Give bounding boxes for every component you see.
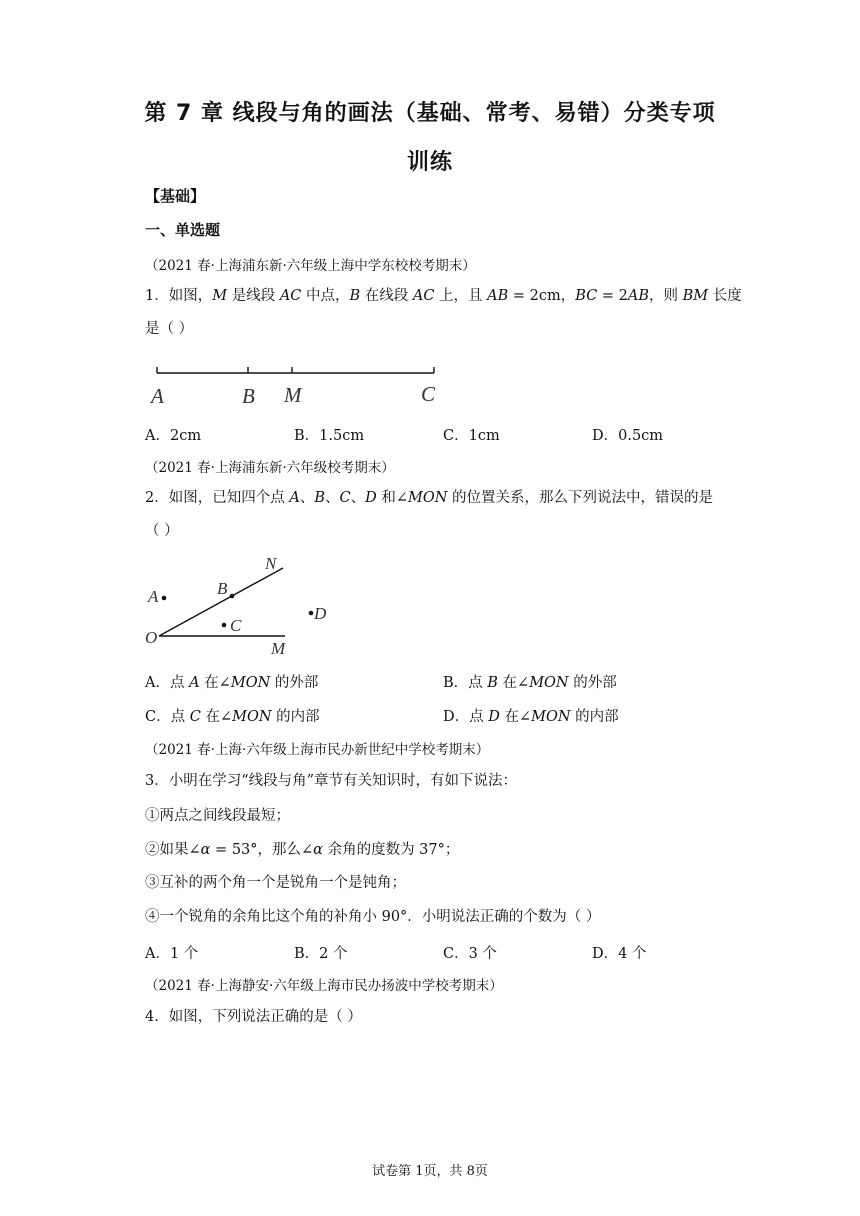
q3-source: （2021 春·上海·六年级上海市民办新世纪中学校考期末） [145,742,490,758]
part-heading-single-choice: 一、单选题 [145,221,221,239]
q2-option-b [443,671,617,692]
q3-statement-2 [145,836,459,864]
page-title-line-2: 训练 [406,150,453,175]
q1-stem-text: = 2 [597,288,628,304]
q1-stem-text: ，则 [649,288,683,304]
q1-var-bm: BM [682,288,709,304]
option-point: B [487,675,498,691]
option-angle: MON [529,675,569,691]
label-n: N [265,554,277,573]
q1-stem-text: 1．如图， [145,288,213,304]
section-heading-basic: 【基础】 [145,187,206,205]
q2-stem-text: 、 [324,490,340,506]
option-text: 的外部 [568,675,617,691]
q3-stem: 3．小明在学习“线段与角”章节有关知识时，有如下说法： [145,773,518,789]
q2-stem-text: 、 [299,490,315,506]
q2-stem [145,484,713,512]
option-text: D．点 [443,709,489,725]
q1-stem-text: 在线段 [360,288,413,304]
point-d [309,611,314,616]
q1-source: （2021 春·上海浦东新·六年级上海中学东校校考期末） [145,258,476,274]
q1-var-m: M [212,288,228,304]
statement-text: ②如果∠ [145,842,201,858]
var-alpha: α [200,842,211,858]
label-c: C [230,616,242,635]
option-text: 的内部 [570,709,619,725]
label-d: D [314,604,327,623]
option-angle: MON [230,675,271,691]
q1-stem-text: 上，且 [434,288,488,304]
q3-option-b: B．2 个 [294,946,348,962]
q1-stem-text: 中点， [301,288,350,304]
option-text: 在∠ [497,675,530,691]
option-text: 在∠ [499,709,532,725]
q2-angle-figure [145,552,345,660]
q2-stem-text: 、 [350,490,366,506]
q2-var-c: C [339,490,351,506]
option-text: 的外部 [270,675,319,691]
q4-source: （2021 春·上海静安·六年级上海市民办扬波中学校考期末） [145,978,503,994]
q1-var-ab: AB [627,288,650,304]
q1-stem-text: 是线段 [227,288,280,304]
q2-source: （2021 春·上海浦东新·六年级校考期末） [145,460,395,476]
q1-stem-text: 长度 [708,288,742,304]
q1-stem [145,282,742,310]
q1-option-d: D．0.5cm [592,428,664,444]
q1-stem-continued: 是（ ） [145,321,194,337]
var-alpha: α [313,842,323,858]
label-a: A [148,587,159,606]
q1-stem-text: = 2cm， [508,288,576,304]
q1-option-a: A．2cm [145,428,202,444]
option-point: A [189,675,200,691]
statement-text: = 53°，那么∠ [210,842,314,858]
q2-option-c [145,705,320,726]
option-point: C [189,709,201,725]
label-m: M [284,383,302,407]
option-angle: MON [232,709,272,725]
point-b [230,594,235,599]
q3-statement-4: ④一个锐角的余角比这个角的补角小 90°．小明说法正确的个数为（ ） [145,909,601,925]
option-angle: MON [531,709,571,725]
q1-option-c: C．1cm [443,428,500,444]
q3-option-a: A．1 个 [145,946,199,962]
page-title-line-1: 第 7 章 线段与角的画法（基础、常考、易错）分类专项 [144,101,716,126]
q3-option-d: D．4 个 [592,946,647,962]
option-text: C．点 [145,709,190,725]
q2-stem-continued: （ ） [145,523,179,539]
option-text: 的内部 [271,709,320,725]
q2-var-a: A [289,490,300,506]
q3-statement-3: ③互补的两个角一个是锐角一个是钝角； [145,875,406,891]
q2-var-mon: MON [408,490,448,506]
q2-option-a [145,671,318,692]
point-a [162,596,167,601]
option-point: D [488,709,500,725]
point-c [222,623,227,628]
label-o: O [145,628,158,647]
q3-option-c: C．3 个 [443,946,497,962]
q1-var-ac: AC [279,288,302,304]
q1-var-bc: BC [575,288,598,304]
q1-option-b: B．1.5cm [294,428,365,444]
q2-option-d [443,705,619,726]
label-b: B [242,384,255,408]
q2-stem-text: 的位置关系，那么下列说法中，错误的是 [447,490,714,506]
q2-var-b: B [314,490,325,506]
q1-segment-figure [145,360,455,410]
label-a: A [151,384,164,408]
statement-text: 余角的度数为 37°； [322,842,460,858]
q1-var-b: B [349,288,361,304]
label-c: C [421,382,436,406]
q2-stem-text: 和∠ [376,490,408,506]
label-m: M [271,639,286,658]
option-text: A．点 [145,675,190,691]
q1-var-ab: AB [487,288,509,304]
option-text: B．点 [443,675,488,691]
label-b: B [217,579,228,598]
q2-stem-text: 2．如图，已知四个点 [145,490,290,506]
q1-var-ac: AC [412,288,435,304]
option-text: 在∠ [200,709,233,725]
q2-var-d: D [365,490,377,506]
option-text: 在∠ [199,675,231,691]
q4-stem: 4．如图，下列说法正确的是（ ） [145,1009,362,1025]
q3-statement-1: ①两点之间线段最短； [145,808,290,824]
page-footer: 试卷第 1页，共 8页 [372,1164,488,1179]
